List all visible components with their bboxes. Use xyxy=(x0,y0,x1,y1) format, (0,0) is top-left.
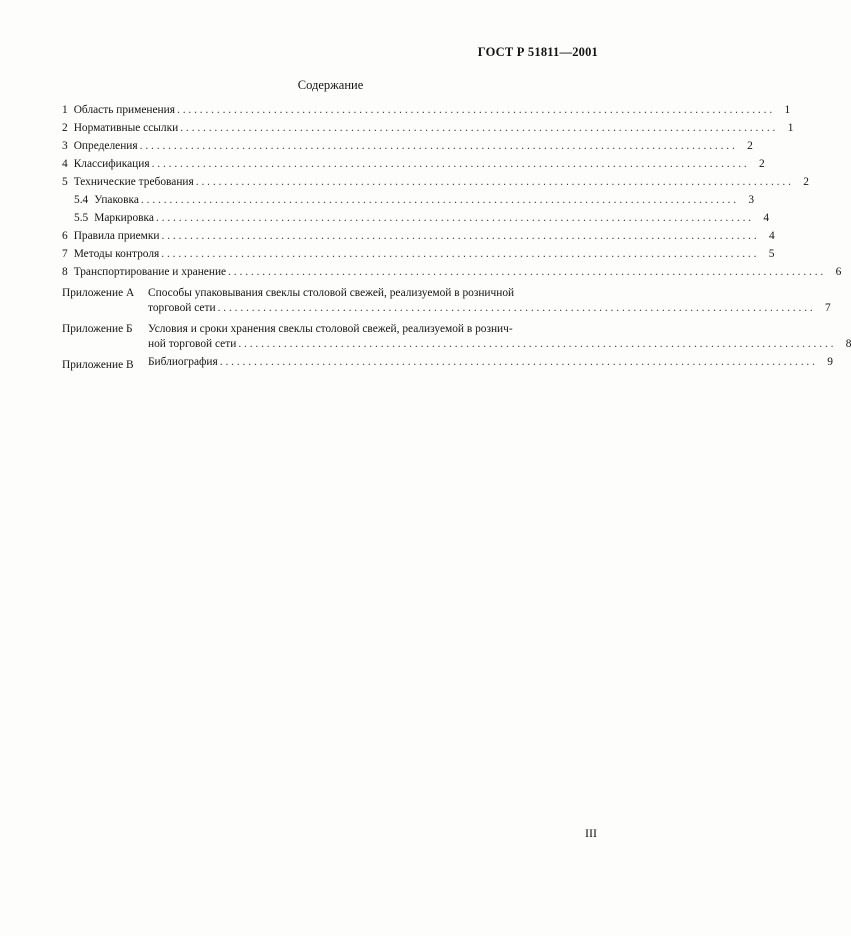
appendix-title-line: Способы упаковывания свеклы столовой свежей, реализуемой в розничной xyxy=(148,287,515,299)
toc-entry-label: Область применения xyxy=(73,104,175,116)
toc-entry-label: Определения xyxy=(73,140,138,152)
dot-leader xyxy=(218,302,813,314)
toc-entry xyxy=(62,104,791,122)
appendix-title-line: ной торговой сети xyxy=(148,338,237,350)
appendix-page: 8 xyxy=(845,338,851,350)
toc-entry-label: Технические требования xyxy=(73,176,194,188)
appendix-entry xyxy=(62,284,831,320)
appendix-prefix: Приложение В xyxy=(62,359,134,371)
toc-entry xyxy=(62,176,809,194)
dot-leader xyxy=(162,230,757,242)
toc-entry xyxy=(62,266,842,284)
appendix-title-line: торговой сети xyxy=(148,302,216,314)
toc-entry-page: 2 xyxy=(803,176,809,188)
dot-leader xyxy=(220,356,815,368)
toc-entry-page: 1 xyxy=(784,104,791,116)
page-number: III xyxy=(585,826,597,840)
appendix-entry xyxy=(62,320,851,356)
toc-entry xyxy=(62,230,775,248)
dot-leader xyxy=(156,212,751,224)
toc-entry-label: Транспортирование и хранение xyxy=(73,266,227,278)
toc-entry-label: Маркировка xyxy=(94,212,154,224)
dot-leader xyxy=(180,122,775,134)
toc-entry-number: 6 xyxy=(62,230,68,242)
toc-entry-label: Методы контроля xyxy=(73,248,160,260)
toc-entry-label: Нормативные ссылки xyxy=(73,122,179,134)
dot-leader xyxy=(228,266,823,278)
dot-leader xyxy=(141,194,736,206)
toc-entry-label: Классификация xyxy=(73,158,150,170)
appendix-prefix: Приложение А xyxy=(62,287,135,299)
toc-entry xyxy=(62,140,753,158)
dot-leader xyxy=(140,140,735,152)
appendix-title-line: Библиография xyxy=(148,356,218,368)
toc-entry-label: Упаковка xyxy=(94,194,139,206)
toc-entry-page: 6 xyxy=(835,266,842,278)
toc-entry-number: 1 xyxy=(62,104,68,116)
toc-entry xyxy=(62,248,775,266)
toc-entry-number: 5.4 xyxy=(74,194,89,206)
appendix-entry xyxy=(62,356,833,374)
toc-entry-number: 5.5 xyxy=(74,212,89,224)
dot-leader xyxy=(177,104,772,116)
toc-entry xyxy=(62,122,794,140)
dot-leader xyxy=(161,248,756,260)
appendix-page: 9 xyxy=(827,356,833,368)
toc-entry-page: 2 xyxy=(759,158,765,170)
toc-entry-number: 4 xyxy=(62,158,68,170)
toc-entry-page: 4 xyxy=(769,230,775,242)
toc-entry-number: 3 xyxy=(62,140,68,152)
toc-entry-label: Правила приемки xyxy=(73,230,160,242)
toc-entry-page: 2 xyxy=(747,140,753,152)
appendix-title-line: Условия и сроки хранения свеклы столовой свежей, реализуемой в рознич- xyxy=(148,323,513,335)
toc-entry-page: 4 xyxy=(763,212,770,224)
page-title: Содержание xyxy=(297,78,364,92)
toc-entry-page: 5 xyxy=(768,248,775,260)
toc-entry xyxy=(62,158,765,176)
toc-entry-page: 1 xyxy=(787,122,794,134)
appendix-prefix: Приложение Б xyxy=(62,323,133,335)
toc-entry-number: 8 xyxy=(62,266,68,278)
toc-entry-number: 2 xyxy=(62,122,68,134)
appendix-page: 7 xyxy=(825,302,831,314)
toc-entry-number: 5 xyxy=(62,176,68,188)
toc-subentry xyxy=(62,212,770,230)
dot-leader xyxy=(196,176,791,188)
document-number: ГОСТ Р 51811—2001 xyxy=(477,45,598,59)
table-of-contents xyxy=(62,104,851,374)
dot-leader xyxy=(152,158,747,170)
toc-entry-page: 3 xyxy=(748,194,755,206)
toc-subentry xyxy=(62,194,755,212)
dot-leader xyxy=(238,338,833,350)
toc-entry-number: 7 xyxy=(62,248,68,260)
